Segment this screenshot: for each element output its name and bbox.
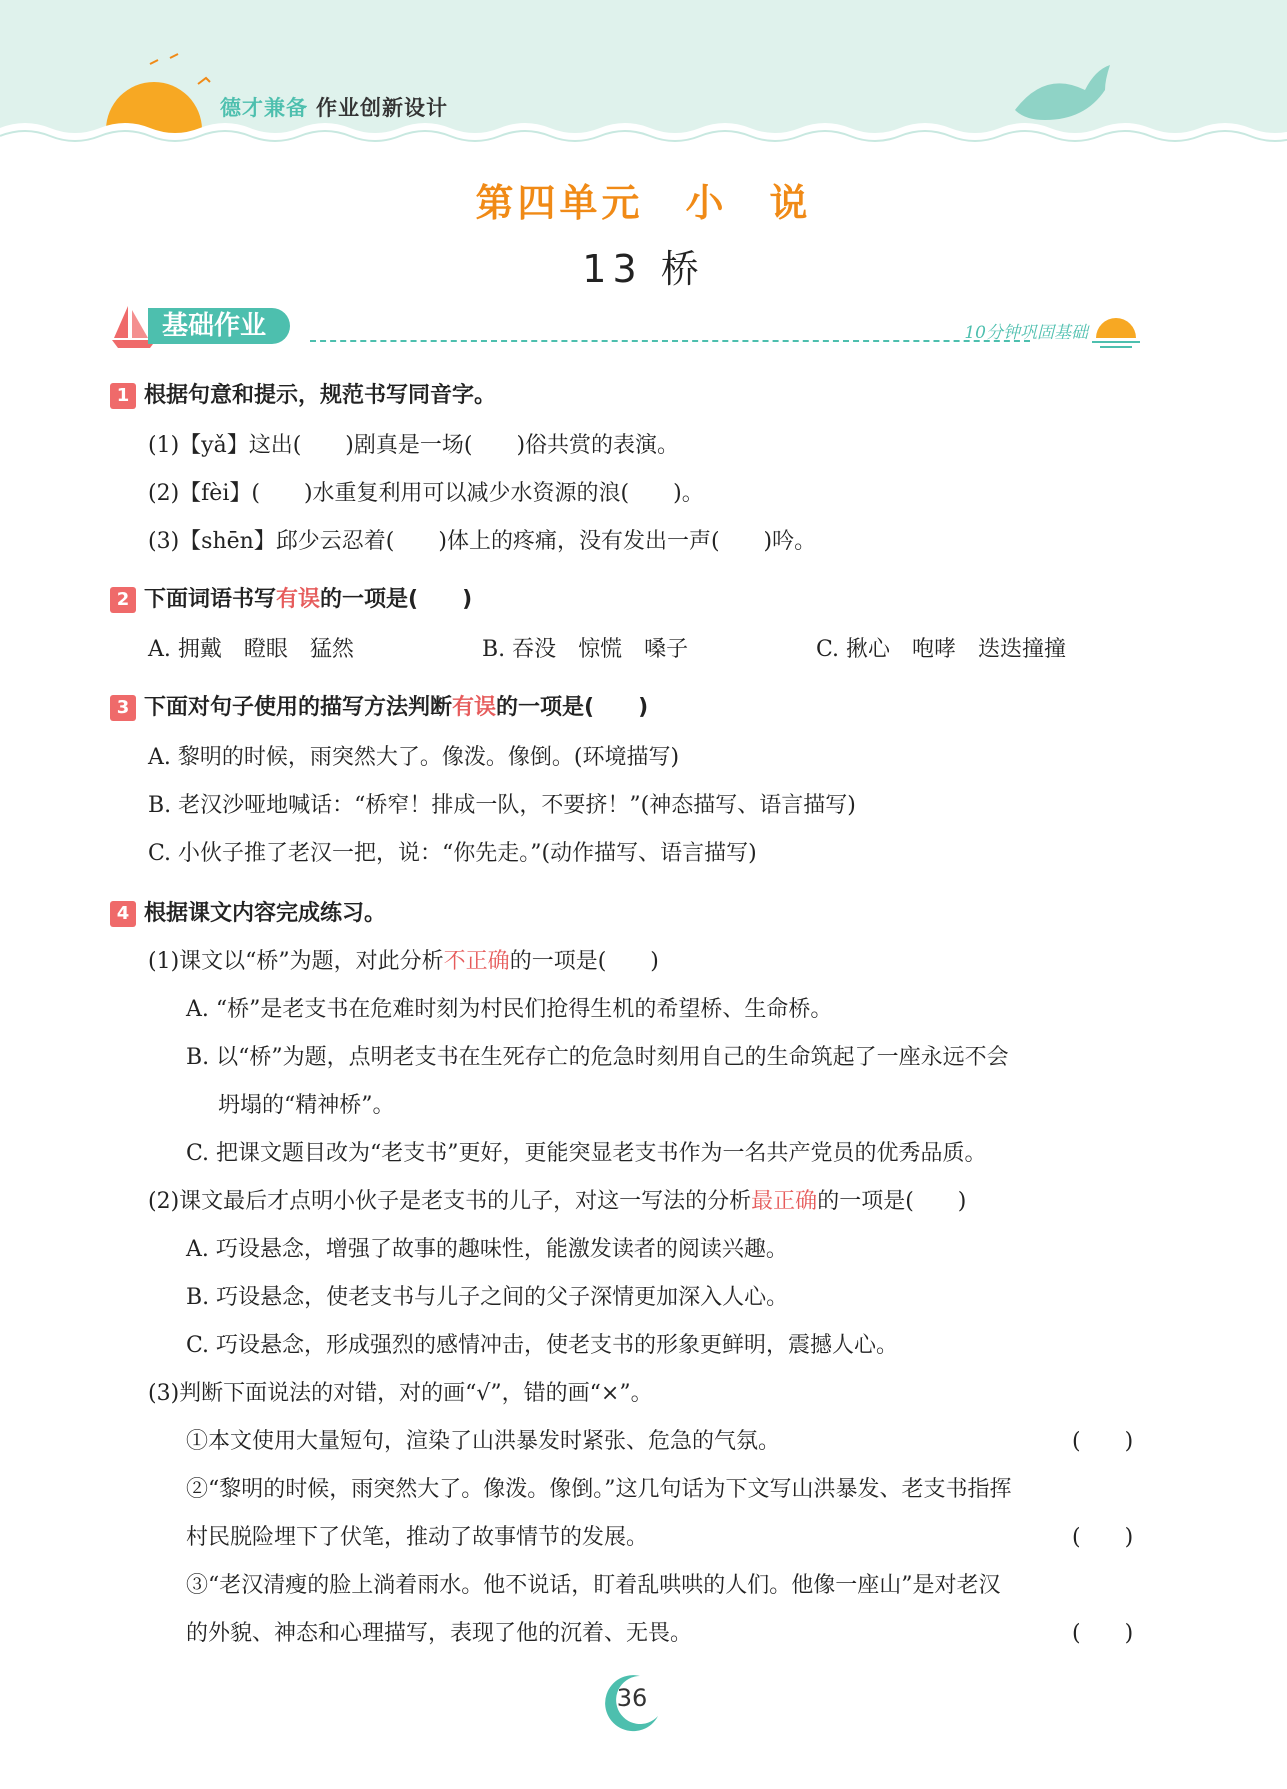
q4-sub1-option-a: A. “桥”是老支书在危难时刻为村民们抢得生机的希望桥、生命桥。 bbox=[186, 997, 833, 1022]
q2-option-c: C. 揪心 咆哮 迭迭撞撞 bbox=[816, 637, 1067, 662]
question-1 bbox=[110, 378, 496, 409]
brand bbox=[220, 92, 448, 122]
small-sun-icon bbox=[1092, 310, 1142, 350]
section-label: 基础作业 bbox=[148, 308, 290, 344]
brand-part1: 德才兼备 bbox=[220, 96, 308, 120]
q4-sub3-item-3-cont: 的外貌、神态和心理描写，表现了他的沉着、无畏。 bbox=[186, 1621, 693, 1646]
page-header bbox=[0, 0, 1287, 150]
question-2 bbox=[110, 582, 472, 613]
page-number-text: 36 bbox=[616, 1684, 648, 1712]
q3-option-c: C. 小伙子推了老汉一把，说：“你先走。”(动作描写、语言描写) bbox=[148, 841, 757, 866]
section-divider bbox=[310, 340, 1030, 342]
whale-icon bbox=[1015, 65, 1110, 120]
question-4 bbox=[110, 896, 386, 927]
lesson-title: 13 桥 bbox=[582, 247, 705, 291]
section-header bbox=[110, 300, 1150, 350]
question-number: 2 bbox=[110, 587, 136, 613]
question-number: 1 bbox=[110, 383, 136, 409]
prompt-emphasis: 有误 bbox=[452, 695, 497, 720]
q4-sub1-option-b: B. 以“桥”为题，点明老支书在生死存亡的危急时刻用自己的生命筑起了一座永远不会 bbox=[186, 1045, 1009, 1070]
prompt-part: 的一项是( ) bbox=[496, 695, 649, 720]
q2-option-b: B. 吞没 惊慌 嗓子 bbox=[482, 637, 689, 662]
q3-option-a: A. 黎明的时候，雨突然大了。像泼。像倒。(环境描写) bbox=[148, 745, 680, 770]
prompt-part: 下面对句子使用的描写方法判断 bbox=[144, 695, 453, 720]
q4-sub3-item-1: ①本文使用大量短句，渲染了山洪暴发时紧张、危急的气氛。 bbox=[186, 1429, 781, 1454]
question-prompt: 根据句意和提示，规范书写同音字。 bbox=[144, 383, 497, 408]
q4-sub3-item-2: ②“黎明的时候，雨突然大了。像泼。像倒。”这几句话为下文写山洪暴发、老支书指挥 bbox=[186, 1477, 1012, 1502]
question-3 bbox=[110, 690, 648, 721]
q4-sub-1 bbox=[148, 944, 659, 975]
question-number: 4 bbox=[110, 901, 136, 927]
sub-prompt: 的一项是( ) bbox=[817, 1189, 967, 1214]
q4-sub2-option-a: A. 巧设悬念，增强了故事的趣味性，能激发读者的阅读兴趣。 bbox=[186, 1237, 788, 1262]
q3-option-b: B. 老汉沙哑地喊话：“桥窄！排成一队，不要挤！”(神态描写、语言描写) bbox=[148, 793, 856, 818]
q1-line-1: (1)【yǎ】这出( )剧真是一场( )俗共赏的表演。 bbox=[148, 433, 680, 458]
page-number bbox=[600, 1670, 664, 1734]
sub-prompt: 的一项是( ) bbox=[509, 949, 659, 974]
brand-part2: 作业创新设计 bbox=[316, 96, 448, 120]
answer-blank[interactable]: ( ) bbox=[1072, 1429, 1134, 1454]
q4-sub-2 bbox=[148, 1184, 966, 1215]
question-number: 3 bbox=[110, 695, 136, 721]
sub-prompt: (2)课文最后才点明小伙子是老支书的儿子，对这一写法的分析 bbox=[148, 1189, 752, 1214]
prompt-part: 下面词语书写 bbox=[144, 587, 277, 612]
q2-option-a: A. 拥戴 瞪眼 猛然 bbox=[148, 637, 354, 662]
question-prompt: 根据课文内容完成练习。 bbox=[144, 901, 387, 926]
q4-sub2-option-c: C. 巧设悬念，形成强烈的感情冲击，使老支书的形象更鲜明，震撼人心。 bbox=[186, 1333, 899, 1358]
q1-line-3: (3)【shēn】邱少云忍着( )体上的疼痛，没有发出一声( )吟。 bbox=[148, 529, 817, 554]
sub-prompt: (1)课文以“桥”为题，对此分析 bbox=[148, 949, 444, 974]
prompt-emphasis: 有误 bbox=[276, 587, 321, 612]
sub-emphasis: 不正确 bbox=[443, 949, 510, 974]
answer-blank[interactable]: ( ) bbox=[1072, 1621, 1134, 1646]
q4-sub2-option-b: B. 巧设悬念，使老支书与儿子之间的父子深情更加深入人心。 bbox=[186, 1285, 789, 1310]
bird-icon bbox=[150, 54, 210, 84]
header-decoration bbox=[0, 0, 1287, 150]
prompt-part: 的一项是( ) bbox=[320, 587, 473, 612]
sub-emphasis: 最正确 bbox=[751, 1189, 818, 1214]
section-tag: 10分钟巩固基础 bbox=[964, 323, 1088, 343]
q4-sub-3: (3)判断下面说法的对错，对的画“√”，错的画“×”。 bbox=[148, 1381, 653, 1406]
answer-blank[interactable]: ( ) bbox=[1072, 1525, 1134, 1550]
q4-sub1-option-c: C. 把课文题目改为“老支书”更好，更能突显老支书作为一名共产党员的优秀品质。 bbox=[186, 1141, 987, 1166]
unit-title: 第四单元 小 说 bbox=[475, 181, 812, 225]
q4-sub1-option-b-cont: 坍塌的“精神桥”。 bbox=[218, 1093, 395, 1118]
q1-line-2: (2)【fèi】( )水重复利用可以减少水资源的浪( )。 bbox=[148, 481, 704, 506]
q4-sub3-item-3: ③“老汉清瘦的脸上淌着雨水。他不说话，盯着乱哄哄的人们。他像一座山”是对老汉 bbox=[186, 1573, 1001, 1598]
q4-sub3-item-2-cont: 村民脱险埋下了伏笔，推动了故事情节的发展。 bbox=[186, 1525, 649, 1550]
